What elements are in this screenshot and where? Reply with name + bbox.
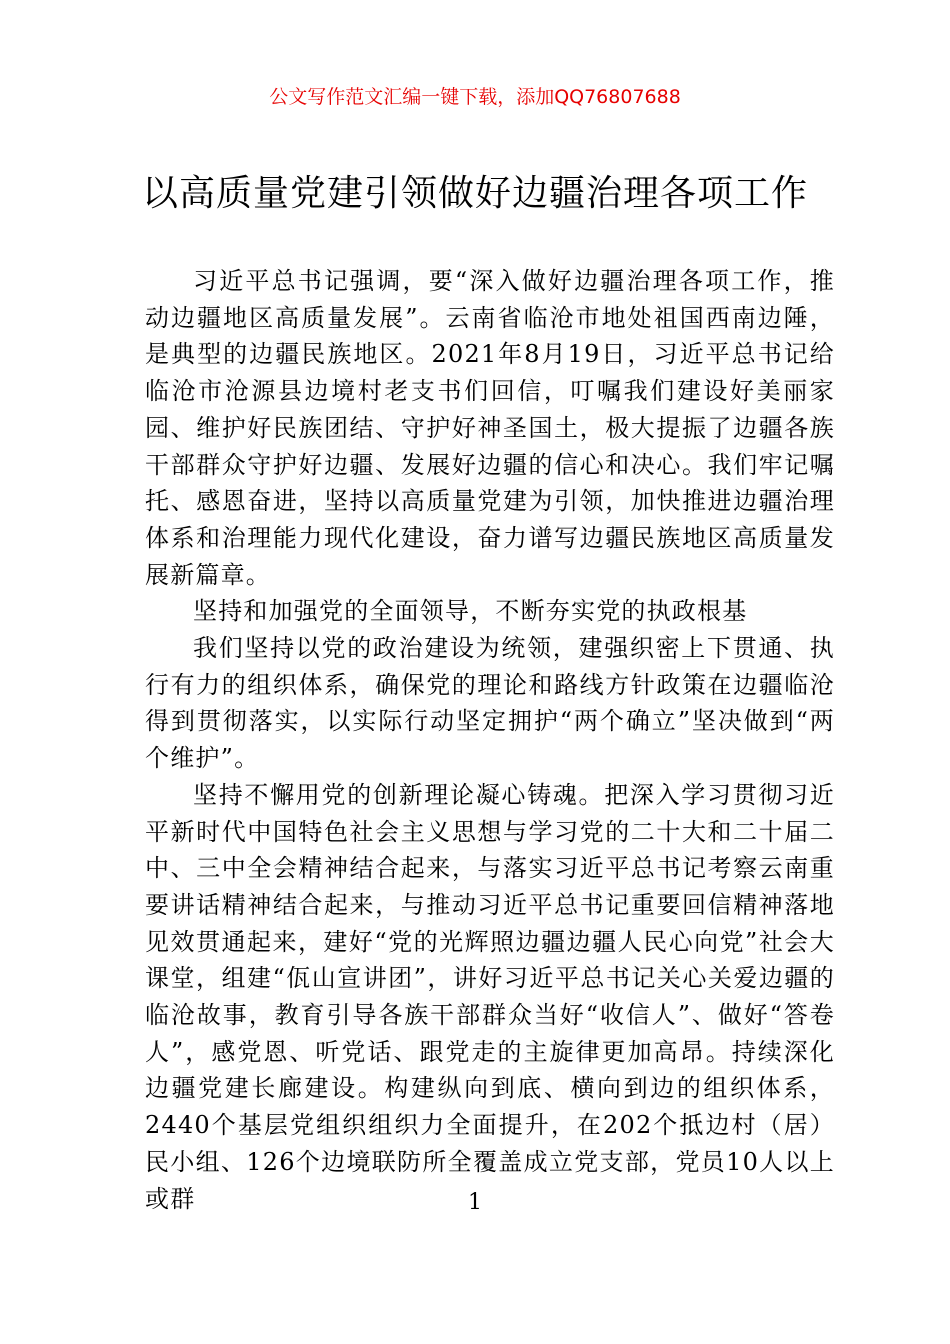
promo-header: 公文写作范文汇编一键下载，添加QQ76807688 <box>269 86 681 108</box>
paragraph-intro: 习近平总书记强调，要“深入做好边疆治理各项工作，推动边疆地区高质量发展”。云南省临沧市地处祖国西南边陲，是典型的边疆民族地区。2021年8月19日，习近平总书记给临沧市沧源县边境村老支书们回信，叮嘱我们建设好美丽家园、维护好民族团结、守护好神圣国土，极大提振了边疆各族干部群众守护好边疆、发展好边疆的信心和决心。我们牢记嘱托、感恩奋进，坚持以高质量党建为引领，加快推进边疆治理体系和治理能力现代化建设，奋力谱写边疆民族地区高质量发展新篇章。 <box>145 267 835 589</box>
document-title: 以高质量党建引领做好边疆治理各项工作 <box>141 173 808 214</box>
page-number: 1 <box>468 1190 482 1215</box>
paragraph-party-leadership: 我们坚持以党的政治建设为统领，建强织密上下贯通、执行有力的组织体系，确保党的理论和路线方针政策在边疆临沧得到贯彻落实，以实际行动坚定拥护“两个确立”坚决做到“两个维护”。 <box>145 634 835 773</box>
section-heading: 坚持和加强党的全面领导，不断夯实党的执政根基 <box>193 597 748 626</box>
document-body <box>145 263 835 1217</box>
paragraph-innovation-theory: 坚持不懈用党的创新理论凝心铸魂。把深入学习贯彻习近平新时代中国特色社会主义思想与学习党的二十大和二十届二中、三中全会精神结合起来，与落实习近平总书记考察云南重要讲话精神结合起来，与推动习近平总书记重要回信精神落地见效贯通起来，建好“党的光辉照边疆边疆人民心向党”社会大课堂，组建“佤山宣讲团”，讲好习近平总书记关心关爱边疆的临沧故事，教育引导各族干部群众当好“收信人”、做好“答卷人”，感党恩、听党话、跟党走的主旋律更加高昂。持续深化边疆党建长廊建设。构建纵向到底、横向到边的组织体系，2440个基层党组织组织力全面提升，在202个抵边村（居）民小组、126个边境联防所全覆盖成立党支部，党员10人以上或群 <box>145 780 835 1213</box>
